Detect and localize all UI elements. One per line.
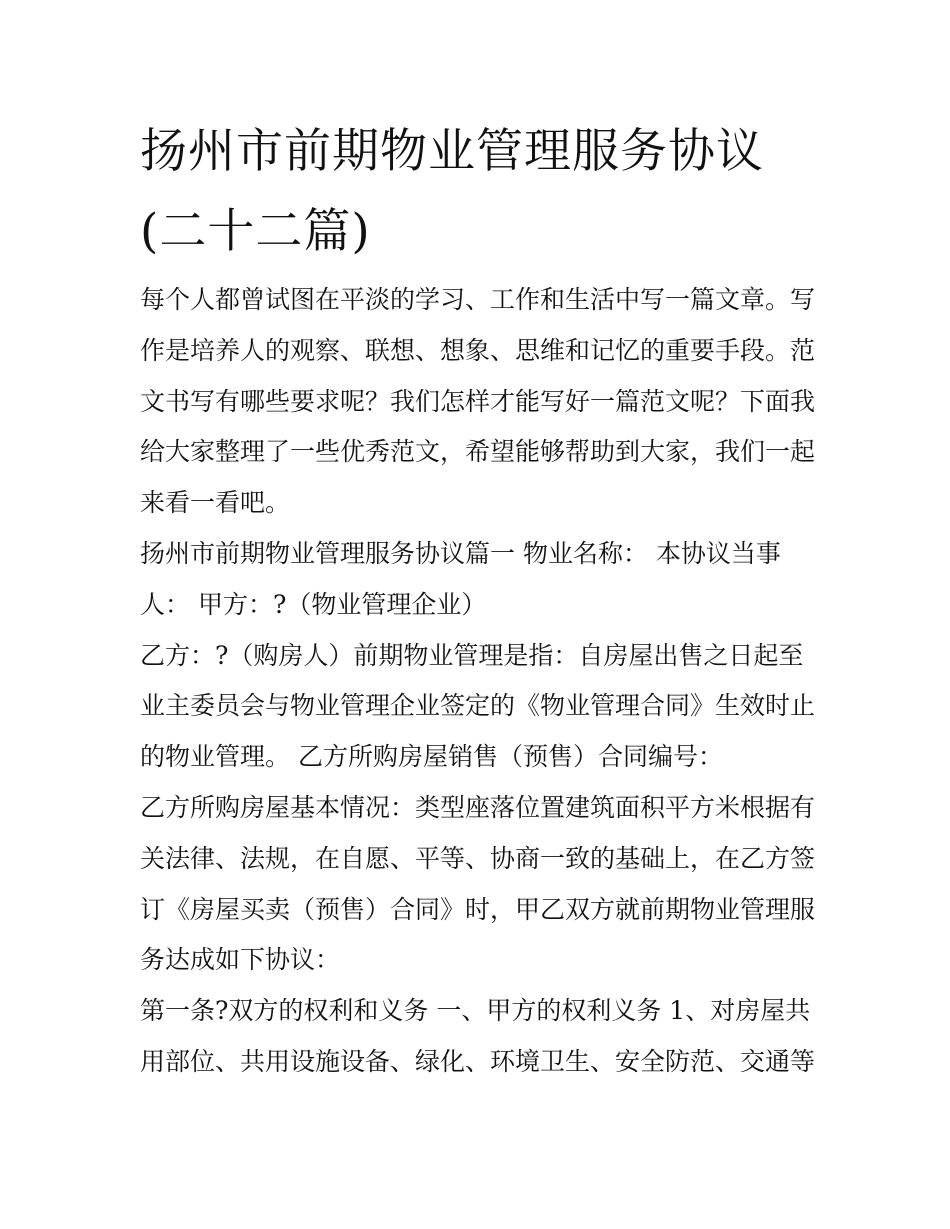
text-line: 关法律、法规，在自愿、平等、协商一致的基础上，在乙方签 — [140, 843, 816, 873]
paragraph-intro — [140, 275, 820, 529]
text-line: 给大家整理了一些优秀范文，希望能够帮助到大家，我们一起 — [140, 437, 816, 467]
text-line: 乙方所购房屋基本情况：类型座落位置建筑面积平方米根据有 — [140, 792, 816, 822]
title-line: (二十二篇) — [140, 204, 371, 259]
paragraph-article-1 — [140, 986, 820, 1088]
text-line: 的物业管理。 乙方所购房屋销售（预售）合同编号： — [140, 742, 723, 772]
document-title — [140, 112, 820, 272]
text-line: 第一条?双方的权利和义务 一、甲方的权利义务 1、对房屋共 — [140, 996, 811, 1026]
text-line: 务达成如下协议： — [140, 945, 341, 975]
text-line: 扬州市前期物业管理服务协议篇一 物业名称： 本协议当事 — [140, 538, 781, 568]
text-line: 每个人都曾试图在平淡的学习、工作和生活中写一篇文章。写 — [140, 285, 816, 314]
text-line: 用部位、共用设施设备、绿化、环境卫生、安全防范、交通等 — [140, 1046, 816, 1076]
text-line: 订《房屋买卖（预售）合同》时，甲乙双方就前期物业管理服 — [140, 894, 816, 924]
paragraph-house-info — [140, 783, 820, 986]
text-line: 文书写有哪些要求呢？我们怎样才能写好一篇范文呢？下面我 — [140, 386, 816, 416]
document-body — [140, 275, 820, 1088]
paragraph-party-b — [140, 631, 820, 783]
text-line: 乙方：?（购房人）前期物业管理是指：自房屋出售之日起至 — [140, 640, 804, 670]
text-line: 人： 甲方：?（物业管理企业） — [140, 589, 487, 619]
text-line: 来看一看吧。 — [140, 488, 291, 518]
text-line: 业主委员会与物业管理企业签定的《物业管理合同》生效时止 — [140, 691, 816, 721]
text-line: 作是培养人的观察、联想、想象、思维和记忆的重要手段。范 — [140, 335, 816, 365]
title-line: 扬州市前期物业管理服务协议 — [140, 124, 764, 179]
paragraph-parties — [140, 529, 820, 631]
